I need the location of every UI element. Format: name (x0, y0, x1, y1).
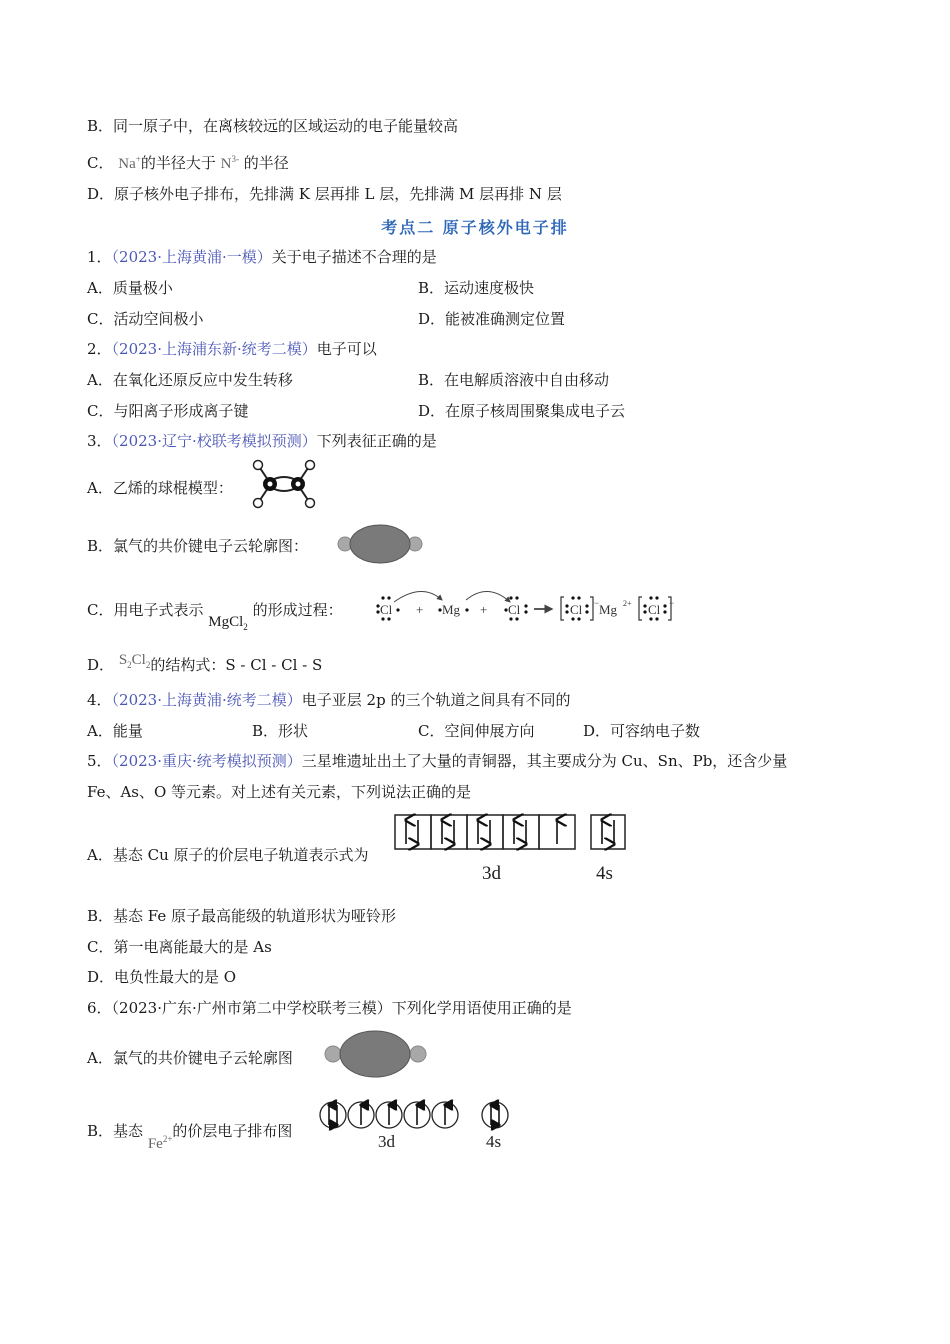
n-charge: 3- (231, 154, 239, 164)
cl-subscript: 2 (145, 660, 151, 670)
question-2 (87, 339, 377, 359)
option-d-label: D． (87, 656, 115, 674)
option-c-post: 的半径 (243, 154, 289, 172)
label-3d: 3d (482, 863, 501, 884)
question-source: （2023·重庆·统考模拟预测） (111, 752, 302, 770)
q6-option-a: A．氯气的共价键电子云轮廓图 (87, 1049, 293, 1067)
cl-atom-2: Cl (508, 602, 521, 617)
question-stem: 三星堆遗址出土了大量的青铜器，其主要成分为 Cu、Sn、Pb，还含少量 (301, 752, 788, 770)
question-source: （2023·广东·广州市第二中学校联考三模） (111, 999, 392, 1017)
q4-option-d: D．可容纳电子数 (583, 722, 701, 740)
q5-option-b: B．基态 Fe 原子最高能级的轨道形状为哑铃形 (87, 907, 397, 925)
s-symbol: S (118, 652, 128, 668)
option-label: C． (87, 154, 114, 172)
question-stem: 电子亚层 2p 的三个轨道之间具有不同的 (301, 691, 571, 709)
s-subscript: 2 (127, 660, 132, 670)
plus-sign-1: + (416, 602, 424, 617)
structural-formula: 的结构式：S - Cl - Cl - S (150, 656, 323, 674)
question-stem: 关于电子描述不合理的是 (271, 248, 437, 266)
q4-option-a: A．能量 (87, 722, 143, 740)
option-c-prev (87, 149, 289, 174)
question-number: 3． (87, 432, 112, 450)
q1-option-c: C．活动空间极小 (87, 310, 204, 328)
na-symbol: Na (118, 156, 136, 172)
option-d-prev: D．原子核外电子排布，先排满 K 层再排 L 层，先排满 M 层再排 N 层 (87, 185, 562, 203)
question-number: 4． (87, 691, 112, 709)
question-4 (87, 690, 570, 710)
cu-orbital-diagram (394, 814, 630, 886)
question-6 (87, 998, 572, 1018)
q3-option-b: B．氯气的共价键电子云轮廓图： (87, 537, 309, 555)
question-stem: 电子可以 (316, 340, 377, 358)
fe-ion (148, 1136, 173, 1152)
q3-option-d (87, 652, 323, 681)
question-5-stem-2: Fe、As、O 等元素。对上述有关元素，下列说法正确的是 (87, 783, 472, 801)
product-mg: Mg (599, 602, 618, 617)
product-mg-charge: 2+ (623, 599, 632, 608)
q5-option-d: D．电负性最大的是 O (87, 968, 237, 986)
mgcl2-formation-equation (374, 584, 678, 624)
na-ion (118, 156, 141, 172)
mg-atom: Mg (442, 602, 461, 617)
fe-symbol: Fe (147, 1136, 163, 1152)
q2-option-b: B．在电解质溶液中自由移动 (418, 371, 610, 389)
n-ion (221, 156, 239, 172)
question-3 (87, 431, 437, 451)
label-4s: 4s (486, 1132, 502, 1151)
cl-atom-1: Cl (380, 602, 393, 617)
plus-sign-2: + (480, 602, 488, 617)
question-stem: 下列化学用语使用正确的是 (391, 999, 572, 1017)
option-b-prev: B．同一原子中，在离核较远的区域运动的电子能量较高 (87, 117, 459, 135)
section-heading: 考点二 原子核外电子排 (381, 218, 569, 237)
mgcl2-symbol: MgCl (208, 614, 244, 630)
q1-option-a: A．质量极小 (87, 279, 173, 297)
label-3d: 3d (378, 1132, 395, 1151)
q1-option-b: B．运动速度极快 (418, 279, 535, 297)
cl-symbol: Cl (131, 652, 146, 668)
option-c-post: 的形成过程： (252, 601, 343, 619)
question-number: 6． (87, 999, 112, 1017)
q2-option-a: A．在氧化还原反应中发生转移 (87, 371, 293, 389)
fe2-orbital-diagram (318, 1098, 514, 1154)
question-number: 5． (87, 752, 112, 770)
chlorine-electron-cloud-2 (324, 1030, 428, 1080)
q4-option-c: C．空间伸展方向 (418, 722, 535, 740)
q2-option-c: C．与阳离子形成离子键 (87, 402, 249, 420)
q1-option-d: D．能被准确测定位置 (418, 310, 566, 328)
s2cl2-formula (119, 652, 151, 668)
question-source: （2023·上海浦东新·统考二模） (111, 340, 317, 358)
product-cl-1-charge: − (594, 598, 600, 608)
question-source: （2023·上海黄浦·统考二模） (111, 691, 302, 709)
na-charge: + (135, 154, 141, 164)
q5-option-c: C．第一电离能最大的是 As (87, 938, 272, 956)
q5-option-a: A．基态 Cu 原子的价层电子轨道表示式为 (87, 846, 369, 864)
question-5 (87, 751, 787, 771)
question-1 (87, 247, 437, 267)
fe-charge: 2+ (162, 1134, 173, 1144)
product-cl-2-charge: − (669, 598, 675, 608)
question-stem: 下列表征正确的是 (316, 432, 437, 450)
option-b-post: 的价层电子排布图 (172, 1122, 293, 1140)
question-number: 1． (87, 248, 112, 266)
question-source: （2023·上海黄浦·一模） (111, 248, 272, 266)
chlorine-electron-cloud (337, 523, 425, 565)
mgcl2-formula (208, 614, 248, 630)
label-4s: 4s (596, 863, 613, 884)
q2-option-d: D．在原子核周围聚集成电子云 (418, 402, 626, 420)
option-c-label: C．用电子式表示 (87, 601, 204, 619)
product-cl-2: Cl (648, 602, 661, 617)
question-number: 2． (87, 340, 112, 358)
q3-option-c (87, 600, 343, 632)
option-b-label: B．基态 (87, 1122, 144, 1140)
q4-option-b: B．形状 (252, 722, 309, 740)
q6-option-b (87, 1117, 293, 1152)
ethylene-ball-stick-model (246, 459, 322, 511)
question-source: （2023·辽宁·校联考模拟预测） (111, 432, 317, 450)
product-cl-1: Cl (570, 602, 583, 617)
option-c-mid: 的半径大于 (140, 154, 216, 172)
n-symbol: N (220, 156, 232, 172)
mgcl2-subscript: 2 (243, 622, 248, 632)
q3-option-a: A．乙烯的球棍模型： (87, 479, 233, 497)
